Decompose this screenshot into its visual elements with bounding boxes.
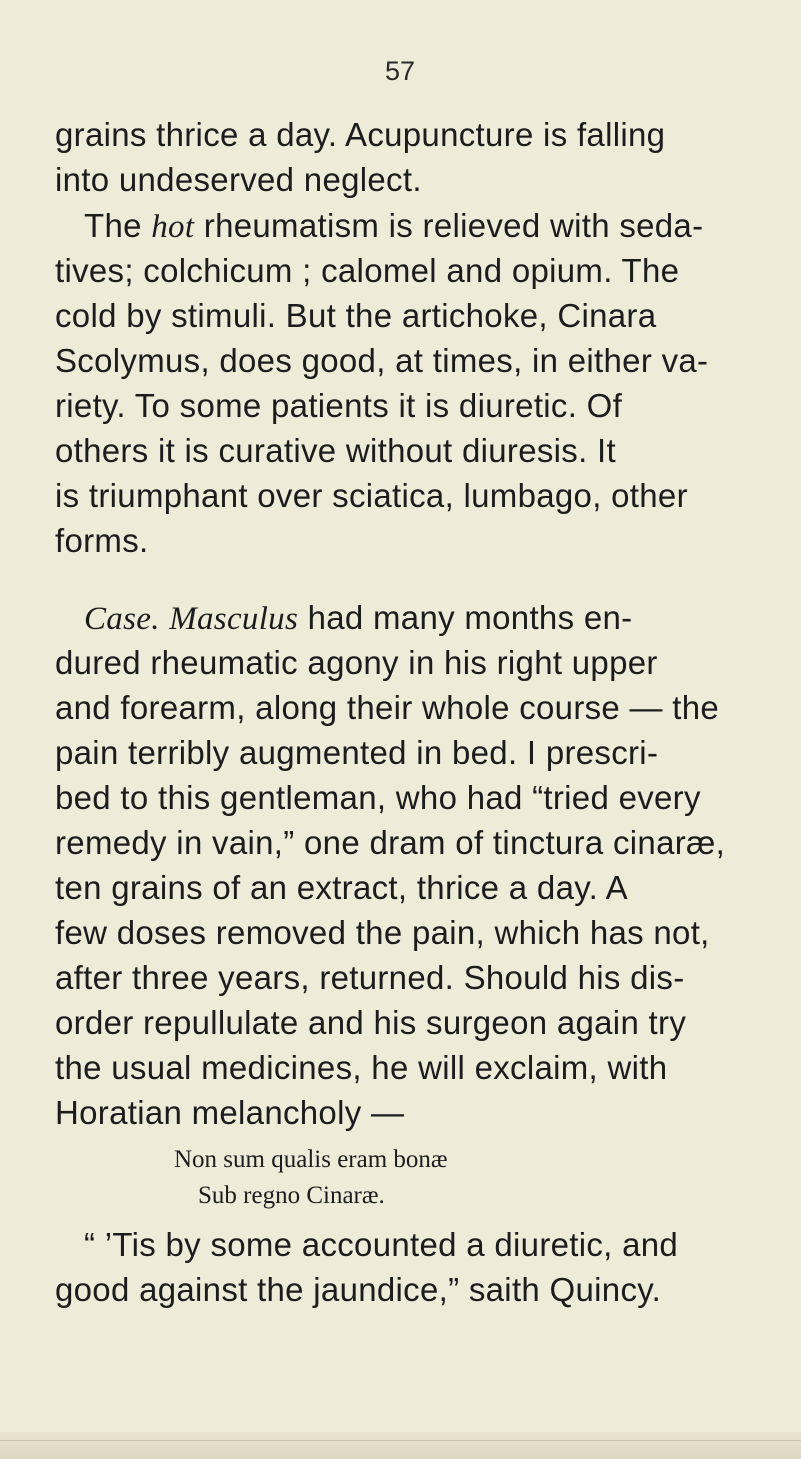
text-line-19: after three years, returned. Should his dis- — [55, 959, 685, 996]
text-line-10: forms. — [55, 522, 149, 559]
page-edge-line — [0, 1440, 801, 1441]
text-line-18: few doses removed the pain, which has not, — [55, 914, 710, 951]
text-line-20: order repullulate and his surgeon again try — [55, 1004, 687, 1041]
text-line-17: ten grains of an extract, thrice a day. A — [55, 869, 628, 906]
hot-word: hot — [151, 209, 195, 245]
case-line — [84, 599, 632, 638]
text-line-16: remedy in vain,” one dram of tinctura cinaræ, — [55, 824, 726, 861]
hot-prefix: The — [84, 207, 152, 244]
text-line-5: cold by stimuli. But the artichoke, Cinara — [55, 297, 657, 334]
text-line-3 — [84, 207, 703, 246]
page-bottom-edge — [0, 1432, 801, 1459]
verse-line-2: Sub regno Cinaræ. — [198, 1182, 385, 1209]
case-text: had many months en- — [307, 599, 633, 636]
text-line-15: bed to this gentleman, who had “tried every — [55, 779, 701, 816]
text-line-13: and forearm, along their whole course — the — [55, 689, 720, 726]
text-line-12: dured rheumatic agony in his right upper — [55, 644, 658, 681]
text-line-24: good against the jaundice,” saith Quincy. — [55, 1271, 662, 1308]
text-line-21: the usual medicines, he will exclaim, with — [55, 1049, 668, 1086]
text-line-1: grains thrice a day. Acupuncture is falling — [55, 116, 666, 153]
hot-suffix: rheumatism is relieved with seda- — [194, 207, 704, 244]
case-name: Masculus — [169, 601, 299, 637]
page-number: 57 — [384, 56, 416, 86]
text-line-4: tives; colchicum ; calomel and opium. The — [55, 252, 680, 289]
text-line-14: pain terribly augmented in bed. I prescri- — [55, 734, 659, 771]
case-label: Case. — [84, 601, 160, 637]
text-line-23: “ ’Tis by some accounted a diuretic, and — [84, 1226, 679, 1263]
text-line-22: Horatian melancholy — — [55, 1094, 405, 1131]
verse-line-1: Non sum qualis eram bonæ — [174, 1146, 448, 1173]
text-line-8: others it is curative without diuresis. It — [55, 432, 616, 469]
text-line-9: is triumphant over sciatica, lumbago, other — [55, 477, 688, 514]
text-line-2: into undeserved neglect. — [55, 161, 422, 198]
text-line-6: Scolymus, does good, at times, in either va- — [55, 342, 709, 379]
text-line-7: riety. To some patients it is diuretic. Of — [55, 387, 623, 424]
